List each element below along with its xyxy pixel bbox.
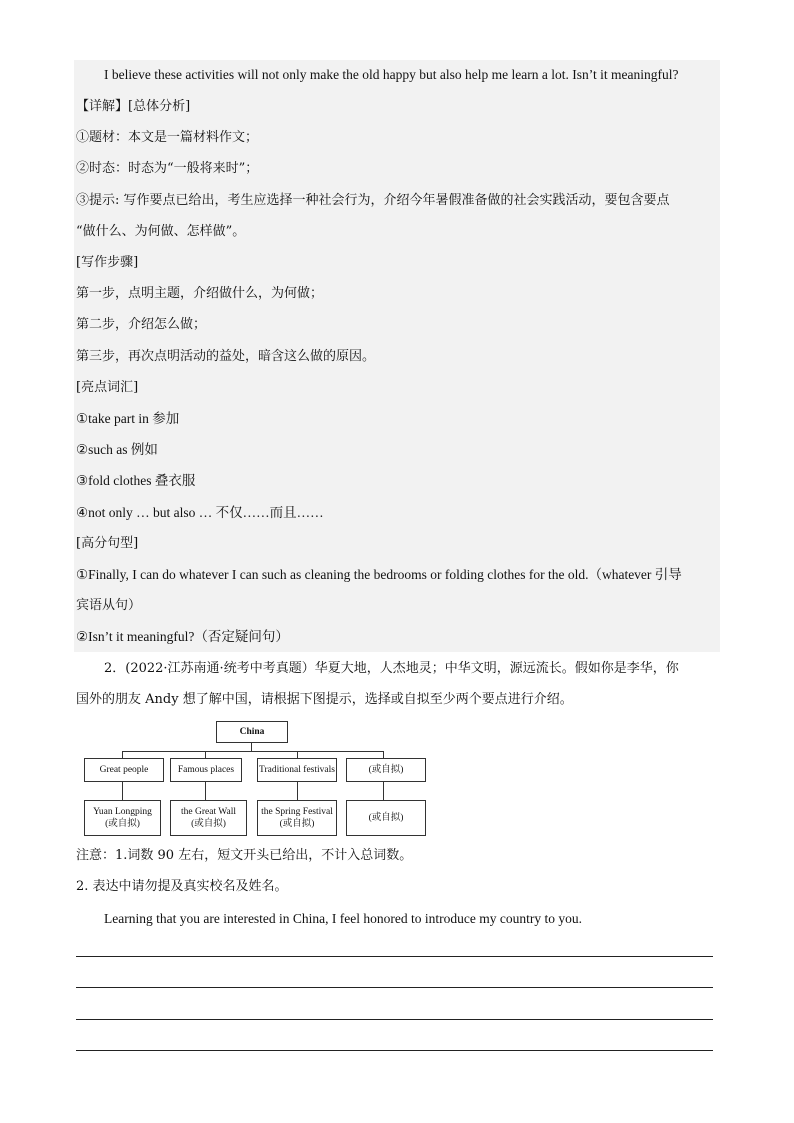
- vocab-item-4: ④not only … but also … 不仅……而且……: [76, 505, 324, 520]
- diagram-root-label: China: [239, 727, 265, 737]
- connector: [297, 751, 298, 758]
- analysis-item-tense: ②时态：时态为“一般将来时”；: [76, 161, 259, 176]
- category-box: [170, 758, 242, 782]
- answer-line: [76, 1019, 713, 1020]
- connector: [122, 751, 383, 752]
- sentence-item-2: ②Isn’t it meaningful?（否定疑问句）: [76, 629, 289, 644]
- example-note: (或自拟): [368, 813, 404, 823]
- connector: [122, 751, 123, 758]
- category-label: Great people: [99, 765, 149, 775]
- answer-line: [76, 987, 713, 988]
- steps-heading: [写作步骤]: [76, 255, 139, 270]
- example-note: (或自拟): [191, 819, 226, 829]
- vocab-item-1: ①take part in 参加: [76, 411, 180, 426]
- answer-line: [76, 956, 713, 957]
- sentence-item-1: ①Finally, I can do whatever I can such as cleaning the bedrooms or folding clothes for the old.（whatever 引导: [76, 567, 682, 582]
- note-1: 注意：1.词数 90 左右，短文开头已给出，不计入总词数。: [76, 848, 413, 863]
- example-box: [346, 800, 426, 836]
- example-box: [257, 800, 337, 836]
- connector: [297, 782, 298, 800]
- vocab-item-3: ③fold clothes 叠衣服: [76, 473, 196, 488]
- diagram-root-box: [216, 721, 288, 743]
- connector: [205, 751, 206, 758]
- category-box: [257, 758, 337, 782]
- step-3: 第三步，再次点明活动的益处，暗含这么做的原因。: [76, 349, 376, 364]
- category-label: Traditional festivals: [259, 765, 335, 775]
- essay-opening: Learning that you are interested in China, I feel honored to introduce my country to you.: [104, 911, 582, 926]
- analysis-item-topic: ①题材：本文是一篇材料作文；: [76, 130, 259, 145]
- detail-heading: 【详解】[总体分析]: [76, 99, 191, 114]
- example-name: the Spring Festival: [261, 807, 333, 817]
- analysis-item-hint-cont: “做什么、为何做、怎样做”。: [76, 224, 246, 239]
- category-box: [84, 758, 164, 782]
- example-note: (或自拟): [279, 819, 315, 829]
- category-label: (或自拟): [368, 765, 404, 775]
- connector: [122, 782, 123, 800]
- example-note: (或自拟): [105, 819, 140, 829]
- question-2-prompt: 2．(2022·江苏南通·统考中考真题）华夏大地，人杰地灵；中华文明，源远流长。假如你是李华，你: [104, 661, 679, 676]
- connector: [383, 751, 384, 758]
- connector: [383, 782, 384, 800]
- step-1: 第一步，点明主题，介绍做什么，为何做；: [76, 286, 324, 301]
- connector: [205, 782, 206, 800]
- example-name: the Great Wall: [181, 807, 236, 817]
- answer-line: [76, 1050, 713, 1051]
- category-label: Famous places: [177, 765, 235, 775]
- example-box: [170, 800, 247, 836]
- vocab-heading: [亮点词汇]: [76, 380, 139, 395]
- sentence-item-1-cont: 宾语从句）: [76, 598, 142, 613]
- connector: [251, 743, 252, 751]
- essay-closing-line: I believe these activities will not only make the old happy but also help me learn a lot. Isn’t it meaningful?: [104, 67, 679, 82]
- china-topic-diagram: [80, 718, 430, 840]
- question-2-prompt-cont: 国外的朋友 Andy 想了解中国，请根据下图提示，选择或自拟至少两个要点进行介绍。: [76, 692, 573, 707]
- example-box: [84, 800, 161, 836]
- analysis-item-hint: ③提示: 写作要点已给出，考生应选择一种社会行为，介绍今年暑假准备做的社会实践活动，要包含要点: [76, 193, 670, 208]
- vocab-item-2: ②such as 例如: [76, 442, 158, 457]
- note-2: 2. 表达中请勿提及真实校名及姓名。: [76, 879, 288, 894]
- sentence-heading: [高分句型]: [76, 536, 139, 551]
- category-box: [346, 758, 426, 782]
- example-name: Yuan Longping: [93, 807, 152, 817]
- step-2: 第二步，介绍怎么做；: [76, 317, 207, 332]
